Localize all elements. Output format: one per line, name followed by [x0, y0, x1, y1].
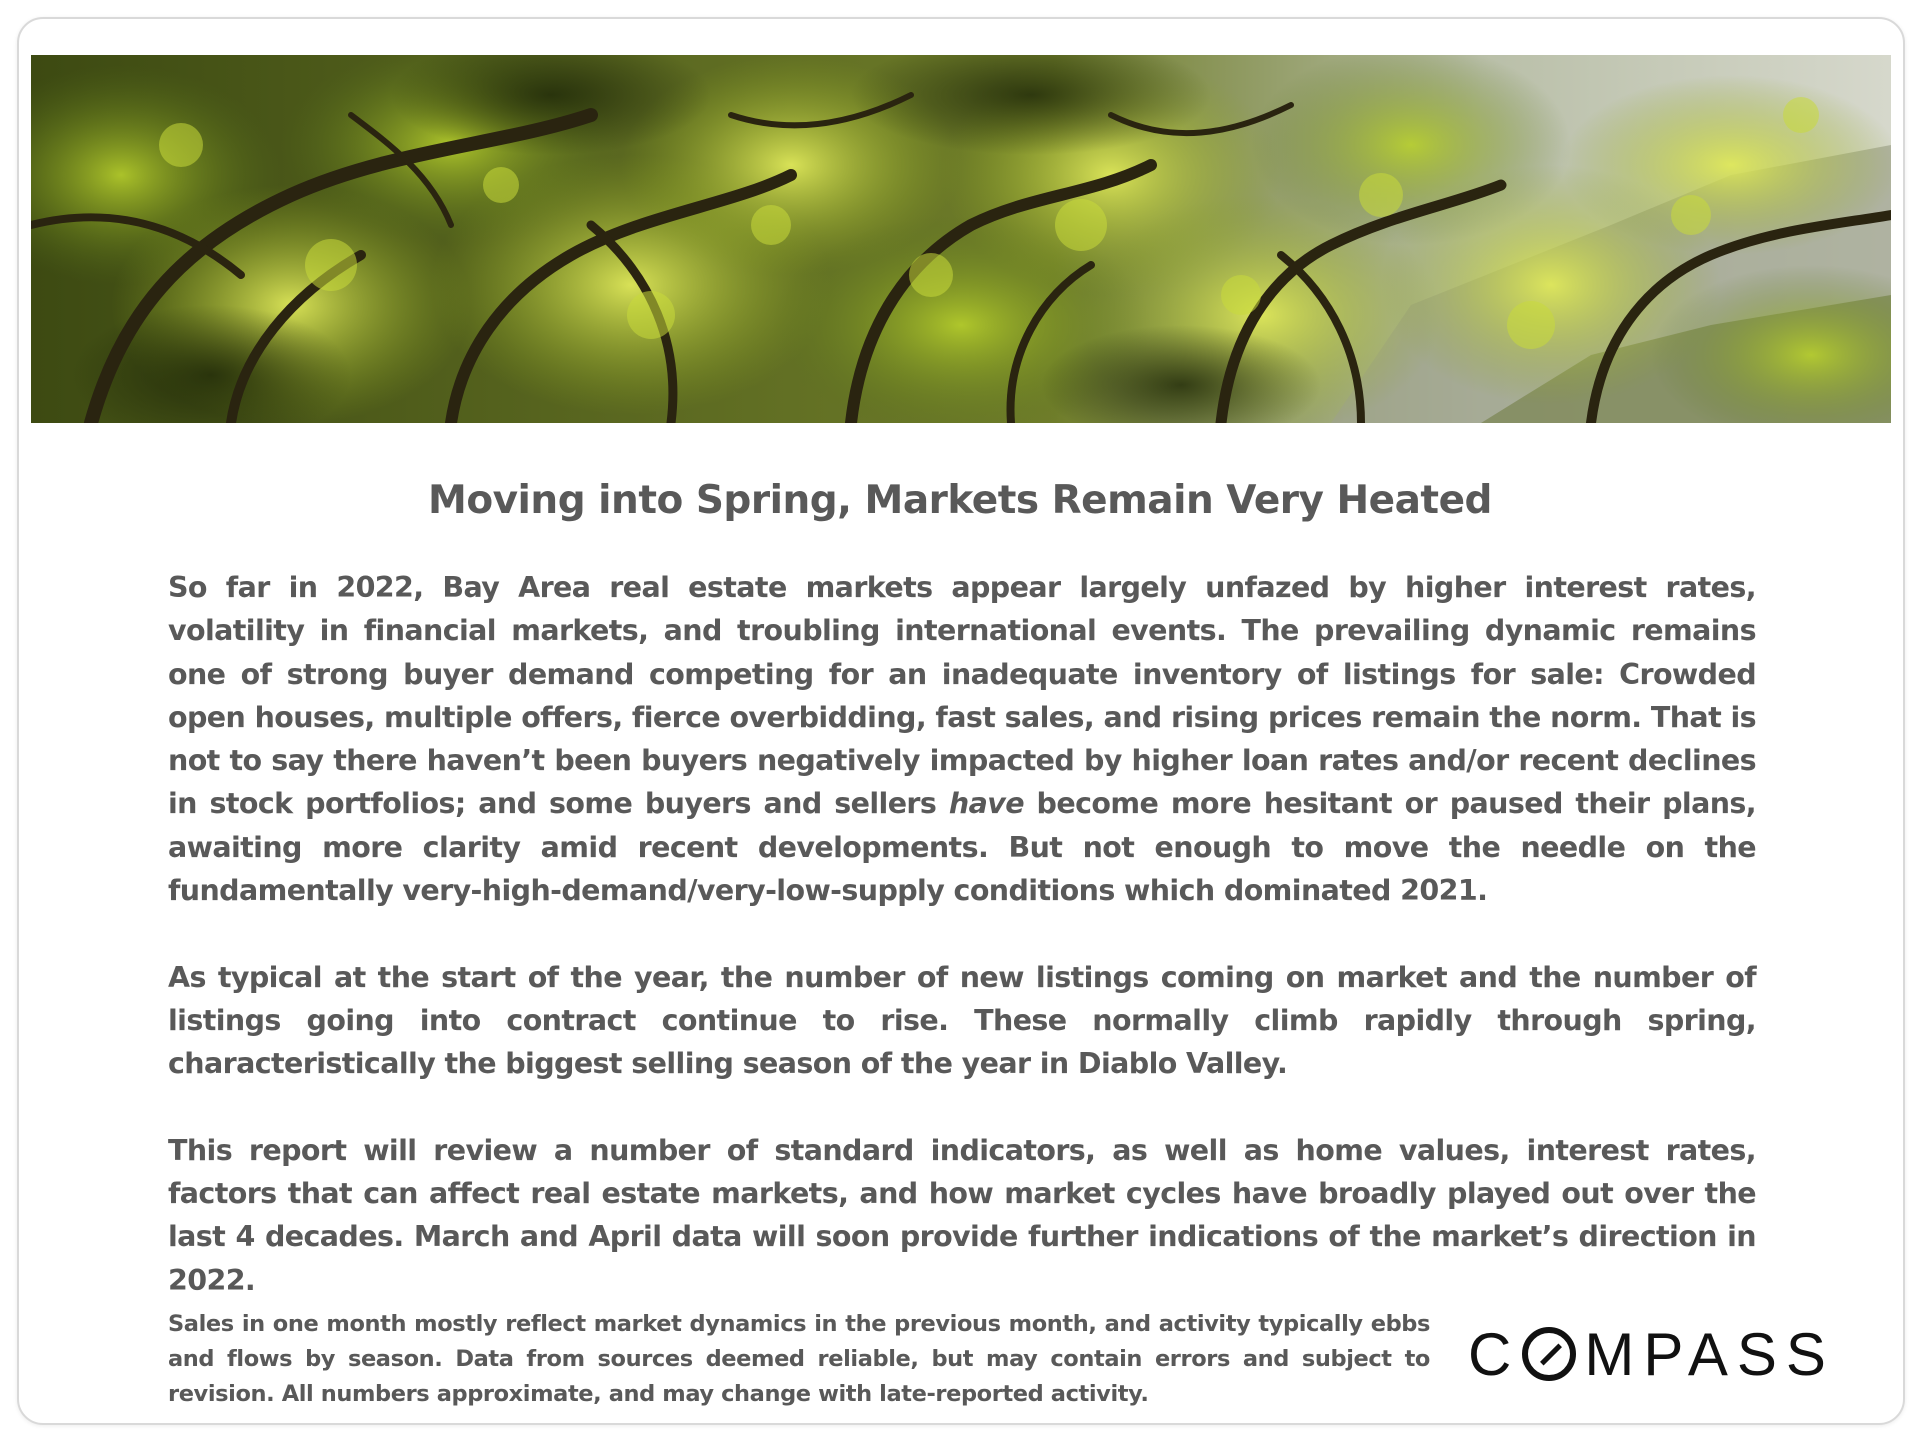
- paragraph-text: So far in 2022, Bay Area real estate markets appear largely unfazed by higher interest rates, volatility in financial markets, and troubling international events. The prevailing dynamic remains one of strong buyer demand competing for an inadequate inventory of listings for sale: Crowded open houses, multiple offers, fierce overbidding, fast sales, and rising prices remain the norm. That is not to say there haven’t been buyers negatively impacted by higher loan rates and/or recent declines in stock portfolios; and some buyers and sellers: [168, 571, 1756, 821]
- paragraph-report-scope: This report will review a number of standard indicators, as well as home values, interest rates, factors that can affect real estate markets, and how market cycles have broadly played out over the last 4 decades. March and April data will soon provide further indications of the market’s direction in 2022.: [168, 1133, 1756, 1297]
- compass-logo: [1468, 1321, 1835, 1388]
- emphasis-text: have: [948, 787, 1024, 821]
- logo-letters-mpass: MPASS: [1584, 1321, 1835, 1388]
- banner-image: [31, 55, 1891, 423]
- paragraph-text: become more hesitant or paused their plans, awaiting more clarity amid recent developments. But not enough to move the needle on the fundamentally very-high-demand/very-low-supply conditions which dominated 2021.: [168, 787, 1756, 908]
- page-title: Moving into Spring, Markets Remain Very Heated: [428, 478, 1492, 523]
- paragraph-market-overview: [168, 566, 1756, 912]
- tree-canopy-illustration: [31, 55, 1891, 423]
- logo-letter-c: C: [1468, 1321, 1521, 1388]
- footnote-disclaimer: Sales in one month mostly reflect market dynamics in the previous month, and activity typically ebbs and flows by season. Data from sources deemed reliable, but may contain errors and subject to revision. All numbers approximate, and may change with late-reported activity.: [168, 1311, 1430, 1407]
- logo-o-icon: [1522, 1327, 1576, 1381]
- article-body: [168, 566, 1756, 1302]
- paragraph-seasonal-trends: As typical at the start of the year, the number of new listings coming on market and the number of listings going into contract continue to rise. These normally climb rapidly through spring, characteristically the biggest selling season of the year in Diablo Valley.: [168, 960, 1756, 1081]
